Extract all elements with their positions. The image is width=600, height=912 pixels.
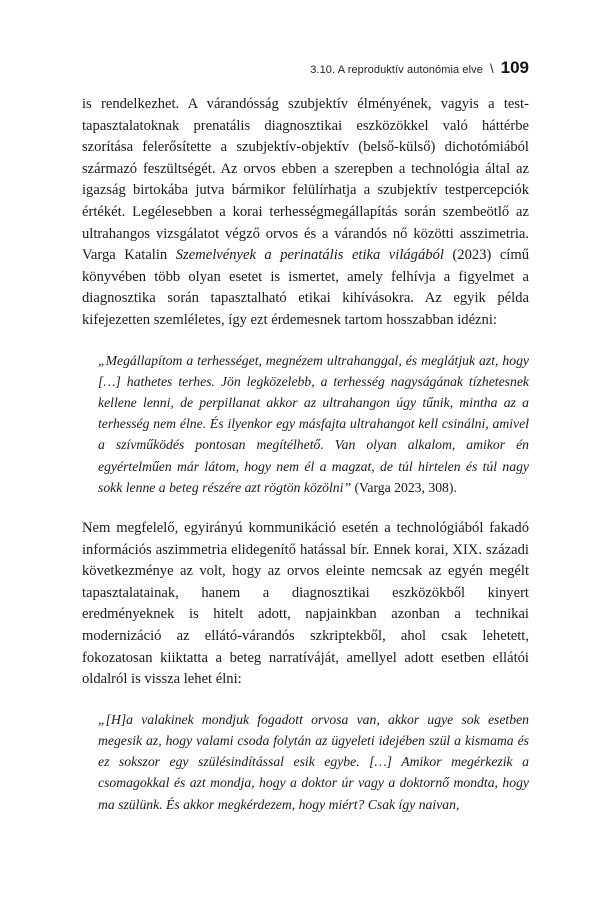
cited-book-title: Szemelvények a perinatális etika világából — [175, 247, 444, 264]
paragraph-2: Nem megfelelő, egyirányú kommunikáció esetén a technológiából fakadó információs aszimmetria elidegenítő hatással bír. Ennek korai, XIX. századi következménye az volt, hogy az orvos eleinte nemcsak az egyén megélt tapasztalatainak, hanem a diagnosztikai eszközökből kinyert eredményeknek is hitelt adott, napjainkban azonban a technikai modernizáció az ellátó-várandós szkriptekből, ahol csak lehetett, fokozatosan kiiktatta a beteg narratíváját, amellyel adott esetben ellátói oldalról is vissza lehet élni: — [82, 519, 529, 688]
paragraph-1 — [82, 94, 529, 332]
body-text — [82, 94, 529, 835]
quote-1-citation: (Varga 2023, 308). — [351, 479, 457, 495]
quote-2-text: „[H]a valakinek mondjuk fogadott orvosa van, akkor ugye sok esetben megesik az, hogy valami csoda folytán az ügyeleti idejében szül a kismama és ez sokszor egy szülésindítással esik egybe. […] Amikor megérkezik a csomagokkal és azt mondja, hogy a doktor úr vagy a doktornő mondta, hogy ma szülünk. És akkor megkérdezem, hogy miért? Csak így naivan, — [98, 711, 529, 812]
paragraph-1-text-a: is rendelkezhet. A várandósság szubjektív élményének, vagyis a testtapasztalatoknak prenatális diagnosztikai eszközökkel való háttérbe szorítása felerősítette a szubjektív-objektív (belső-külső) dichotómiából származó feszültségét. Az orvos ebben a szerepben a technológia által az igazság birtokába jutva bármikor felülírhatja a szubjektív testpercepciók értékét. Legélesebben a korai terhességmegállapítás során szembeötlő az ultrahangos vizsgálatot végző orvos és a várandós nő közötti asszimetria. Varga Katalin — [82, 96, 529, 264]
block-quote-1 — [98, 350, 529, 498]
running-header — [80, 58, 529, 78]
running-title: 3.10. A reproduktív autonómia elve — [310, 64, 483, 76]
paragraph-1-text-b: (2023) című könyvében több olyan esetet is ismertet, amely felhívja a figyelmet a diagnosztika során tapasztalható etikai kihívásokra. Az egyik példa kifejezetten szemléletes, így ezt érdemesnek tartom hosszabban idézni: — [82, 247, 529, 328]
header-separator: \ — [490, 61, 494, 76]
block-quote-2 — [98, 709, 529, 815]
page-number: 109 — [500, 58, 529, 77]
quote-1-text: „Megállapítom a terhességet, megnézem ultrahanggal, és meglátjuk azt, hogy […] hathetes terhes. Jön legközelebb, a terhesség nagyságának tízhetesnek kellene lenni, de perpillanat akkor az ultrahangon úgy tűnik, mintha az a terhesség nem élne. És ilyenkor egy másfajta ultrahangot kell csinálni, amivel a szívműködés pontosan megítélhető. Van olyan alkalom, amikor én egyértelműen már látom, hogy nem él a magzat, de túl hirtelen és túl nagy sokk lenne a beteg részére azt rögtön közölni” — [98, 352, 529, 495]
